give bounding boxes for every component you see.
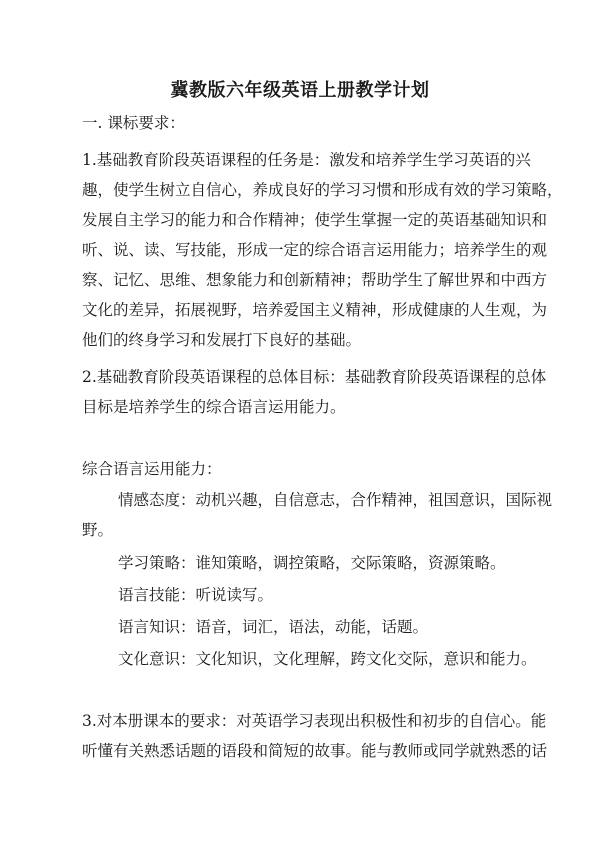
- para2-line-1: 2.基础教育阶段英语课程的总体目标：基础教育阶段英语课程的总体: [82, 368, 547, 386]
- para3-line-2: 听懂有关熟悉话题的语段和简短的故事。能与教师或同学就熟悉的话: [82, 742, 548, 760]
- section-heading: 一. 课标要求：: [82, 114, 185, 132]
- para1-line-1: 1.基础教育阶段英语课程的任务是：激发和培养学生学习英语的兴: [82, 151, 531, 169]
- ability-heading: 综合语言运用能力：: [82, 460, 222, 478]
- para1-line-5: 察、记忆、思维、想象能力和创新精神；帮助学生了解世界和中西方: [82, 271, 548, 289]
- ability-skills: 语言技能：听说读写。: [118, 586, 274, 604]
- para2-line-2: 目标是培养学生的综合语言运用能力。: [82, 398, 346, 416]
- para1-line-6: 文化的差异，拓展视野，培养爱国主义精神，形成健康的人生观，为: [82, 301, 548, 319]
- ability-culture: 文化意识：文化知识，文化理解，跨文化交际，意识和能力。: [118, 650, 537, 668]
- para1-line-7: 他们的终身学习和发展打下良好的基础。: [82, 331, 362, 349]
- ability-strategy: 学习策略：谁知策略，调控策略，交际策略，资源策略。: [118, 554, 506, 572]
- ability-emotion-cont: 野。: [82, 521, 114, 539]
- para1-line-3: 发展自主学习的能力和合作精神；使学生掌握一定的英语基础知识和: [82, 211, 548, 229]
- para1-line-4: 听、说、读、写技能，形成一定的综合语言运用能力；培养学生的观: [82, 241, 548, 259]
- page-title: 冀教版六年级英语上册教学计划: [170, 80, 430, 101]
- para1-line-2: 趣，使学生树立自信心，养成良好的学习习惯和形成有效的学习策略，: [82, 181, 563, 199]
- para3-line-1: 3.对本册课本的要求：对英语学习表现出积极性和初步的自信心。能: [82, 712, 547, 730]
- ability-knowledge: 语言知识：语音，词汇，语法，动能，话题。: [118, 618, 429, 636]
- ability-emotion: 情感态度：动机兴趣，自信意志，合作精神，祖国意识，国际视: [118, 491, 553, 509]
